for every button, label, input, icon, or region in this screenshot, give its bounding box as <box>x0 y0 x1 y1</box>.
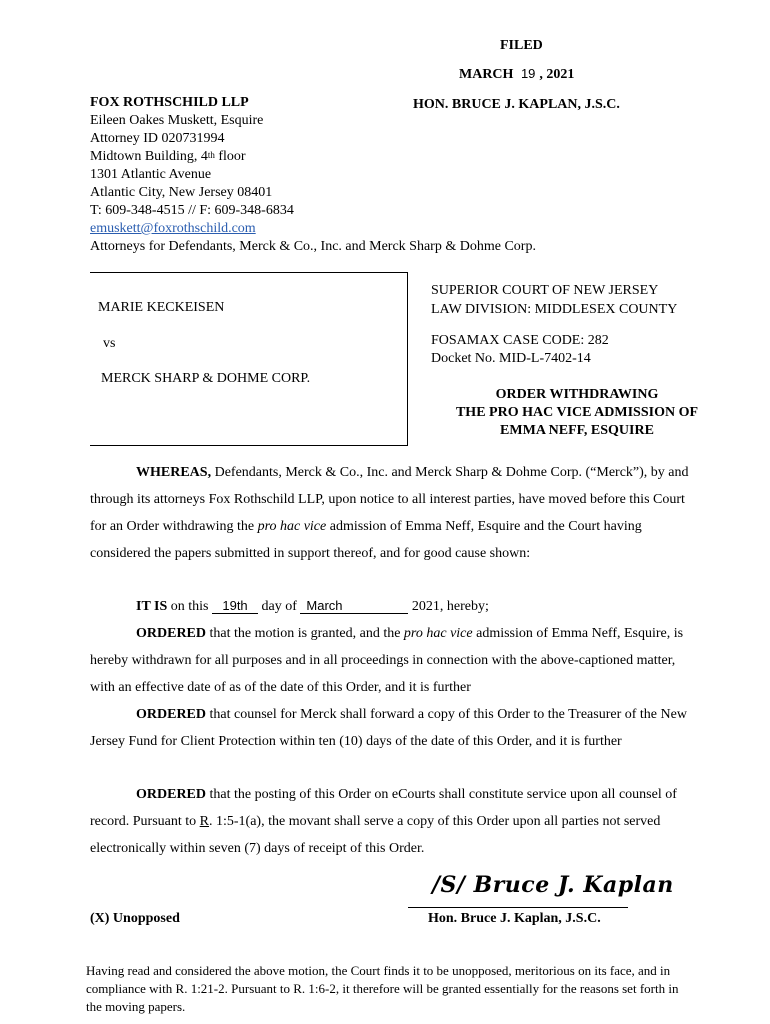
ordered2-text: that counsel for Merck shall forward a copy of this Order to the Treasurer of the New Jersey Fund for Client Protection within ten (10) days of the date of this Order, and it is further <box>90 707 687 749</box>
filed-label: FILED <box>500 38 543 53</box>
filed-year: , 2021 <box>539 67 575 82</box>
judge-signature: /S/ Bruce J. Kaplan <box>432 872 674 898</box>
court-note: Having read and considered the above motion, the Court finds it to be unopposed, meritorious on its face, and in compliance with R. 1:21-2. Pursuant to R. 1:6-2, it therefore will be granted essentially for the reasons set forth in the moving papers. <box>86 963 679 1014</box>
ordered1-text-1: that the motion is granted, and the <box>206 626 404 641</box>
ordered1-italic: pro hac vice <box>403 626 473 641</box>
plaintiff-name: MARIE KECKEISEN <box>98 300 225 315</box>
ordered3-text-2: . 1:5-1(a), the movant shall serve a copy of this Order upon all parties not served electronically within seven (7) days of receipt of this Order. <box>90 814 661 856</box>
floor-word: floor <box>214 149 246 164</box>
ordered-paragraph-1 <box>90 620 690 701</box>
email-link[interactable]: emuskett@foxrothschild.com <box>90 221 256 236</box>
year-text: 2021, hereby; <box>408 599 489 614</box>
order-title <box>431 386 723 440</box>
whereas-text-1: Defendants, Merck & Co., Inc. and Merck Sharp & Dohme Corp. (“Merck”), by and through its attorneys Fox Rothschild LLP, upon notice to all interest parties, have moved before this Court for an Order withdrawing the <box>90 465 689 534</box>
docket-number: Docket No. MID-L-7402-14 <box>431 351 591 366</box>
whereas-lead: WHEREAS, <box>136 465 212 480</box>
day-field: 19th <box>212 599 258 614</box>
ordered-lead-2: ORDERED <box>136 707 207 722</box>
defendant-name: MERCK SHARP & DOHME CORP. <box>101 371 311 386</box>
ordered-paragraph-2 <box>90 701 690 755</box>
whereas-paragraph <box>90 459 690 567</box>
case-info <box>431 332 609 368</box>
caption-box <box>90 272 408 446</box>
phone-fax: T: 609-348-4515 // F: 609-348-6834 <box>90 203 294 218</box>
whereas-text-2: admission of Emma Neff, Esquire and the Court having considered the papers submitted in support thereof, and for good cause shown: <box>90 519 642 561</box>
whereas-italic: pro hac vice <box>257 519 327 534</box>
judge-name: Hon. Bruce J. Kaplan, J.S.C. <box>428 911 601 926</box>
attorney-name: Eileen Oakes Muskett, Esquire <box>90 113 264 128</box>
filed-date <box>459 66 574 83</box>
order-title-line-3: EMMA NEFF, ESQUIRE <box>500 423 654 438</box>
signature-line <box>408 907 628 908</box>
it-is-lead: IT IS <box>136 599 168 614</box>
versus-label: vs <box>103 336 116 351</box>
unopposed-mark: (X) Unopposed <box>90 911 180 926</box>
rule-reference: R <box>199 814 209 829</box>
ordered1-text-2: admission of Emma Neff, Esquire, is hereby withdrawn for all purposes and in all proceedings in connection with the above-captioned matter, with an effective date of as of the date of this Order, and it is further <box>90 626 684 695</box>
street-address: 1301 Atlantic Avenue <box>90 167 212 182</box>
ordered3-text-1: that the posting of this Order on eCourts shall constitute service upon all counsel of record. Pursuant to <box>90 787 677 829</box>
court-line-2: LAW DIVISION: MIDDLESEX COUNTY <box>431 302 678 317</box>
counsel-block <box>90 94 536 256</box>
ordered-lead-3: ORDERED <box>136 787 207 802</box>
filing-judge: HON. BRUCE J. KAPLAN, J.S.C. <box>413 97 620 112</box>
court-line-1: SUPERIOR COURT OF NEW JERSEY <box>431 283 659 298</box>
order-title-line-2: THE PRO HAC VICE ADMISSION OF <box>455 405 699 420</box>
it-is-line <box>90 593 690 620</box>
month-field: March <box>300 599 408 614</box>
city-address: Atlantic City, New Jersey 08401 <box>90 185 273 200</box>
ordered-paragraph-3 <box>90 781 690 862</box>
ordered-lead-1: ORDERED <box>136 626 207 641</box>
day-of-text: day of <box>258 599 301 614</box>
filed-day: 19 <box>520 66 536 81</box>
attorneys-for: Attorneys for Defendants, Merck & Co., Inc. and Merck Sharp & Dohme Corp. <box>90 239 536 254</box>
case-code: FOSAMAX CASE CODE: 282 <box>431 333 609 348</box>
firm-name: FOX ROTHSCHILD LLP <box>90 95 249 110</box>
building-name: Midtown Building, 4 <box>90 149 208 164</box>
attorney-id: Attorney ID 020731994 <box>90 131 225 146</box>
order-title-line-1: ORDER WITHDRAWING <box>495 387 659 402</box>
floor-suffix: th <box>207 150 215 160</box>
on-this-text: on this <box>167 599 213 614</box>
building-line <box>90 148 536 166</box>
filed-month: MARCH <box>459 67 514 82</box>
court-name <box>431 281 677 319</box>
